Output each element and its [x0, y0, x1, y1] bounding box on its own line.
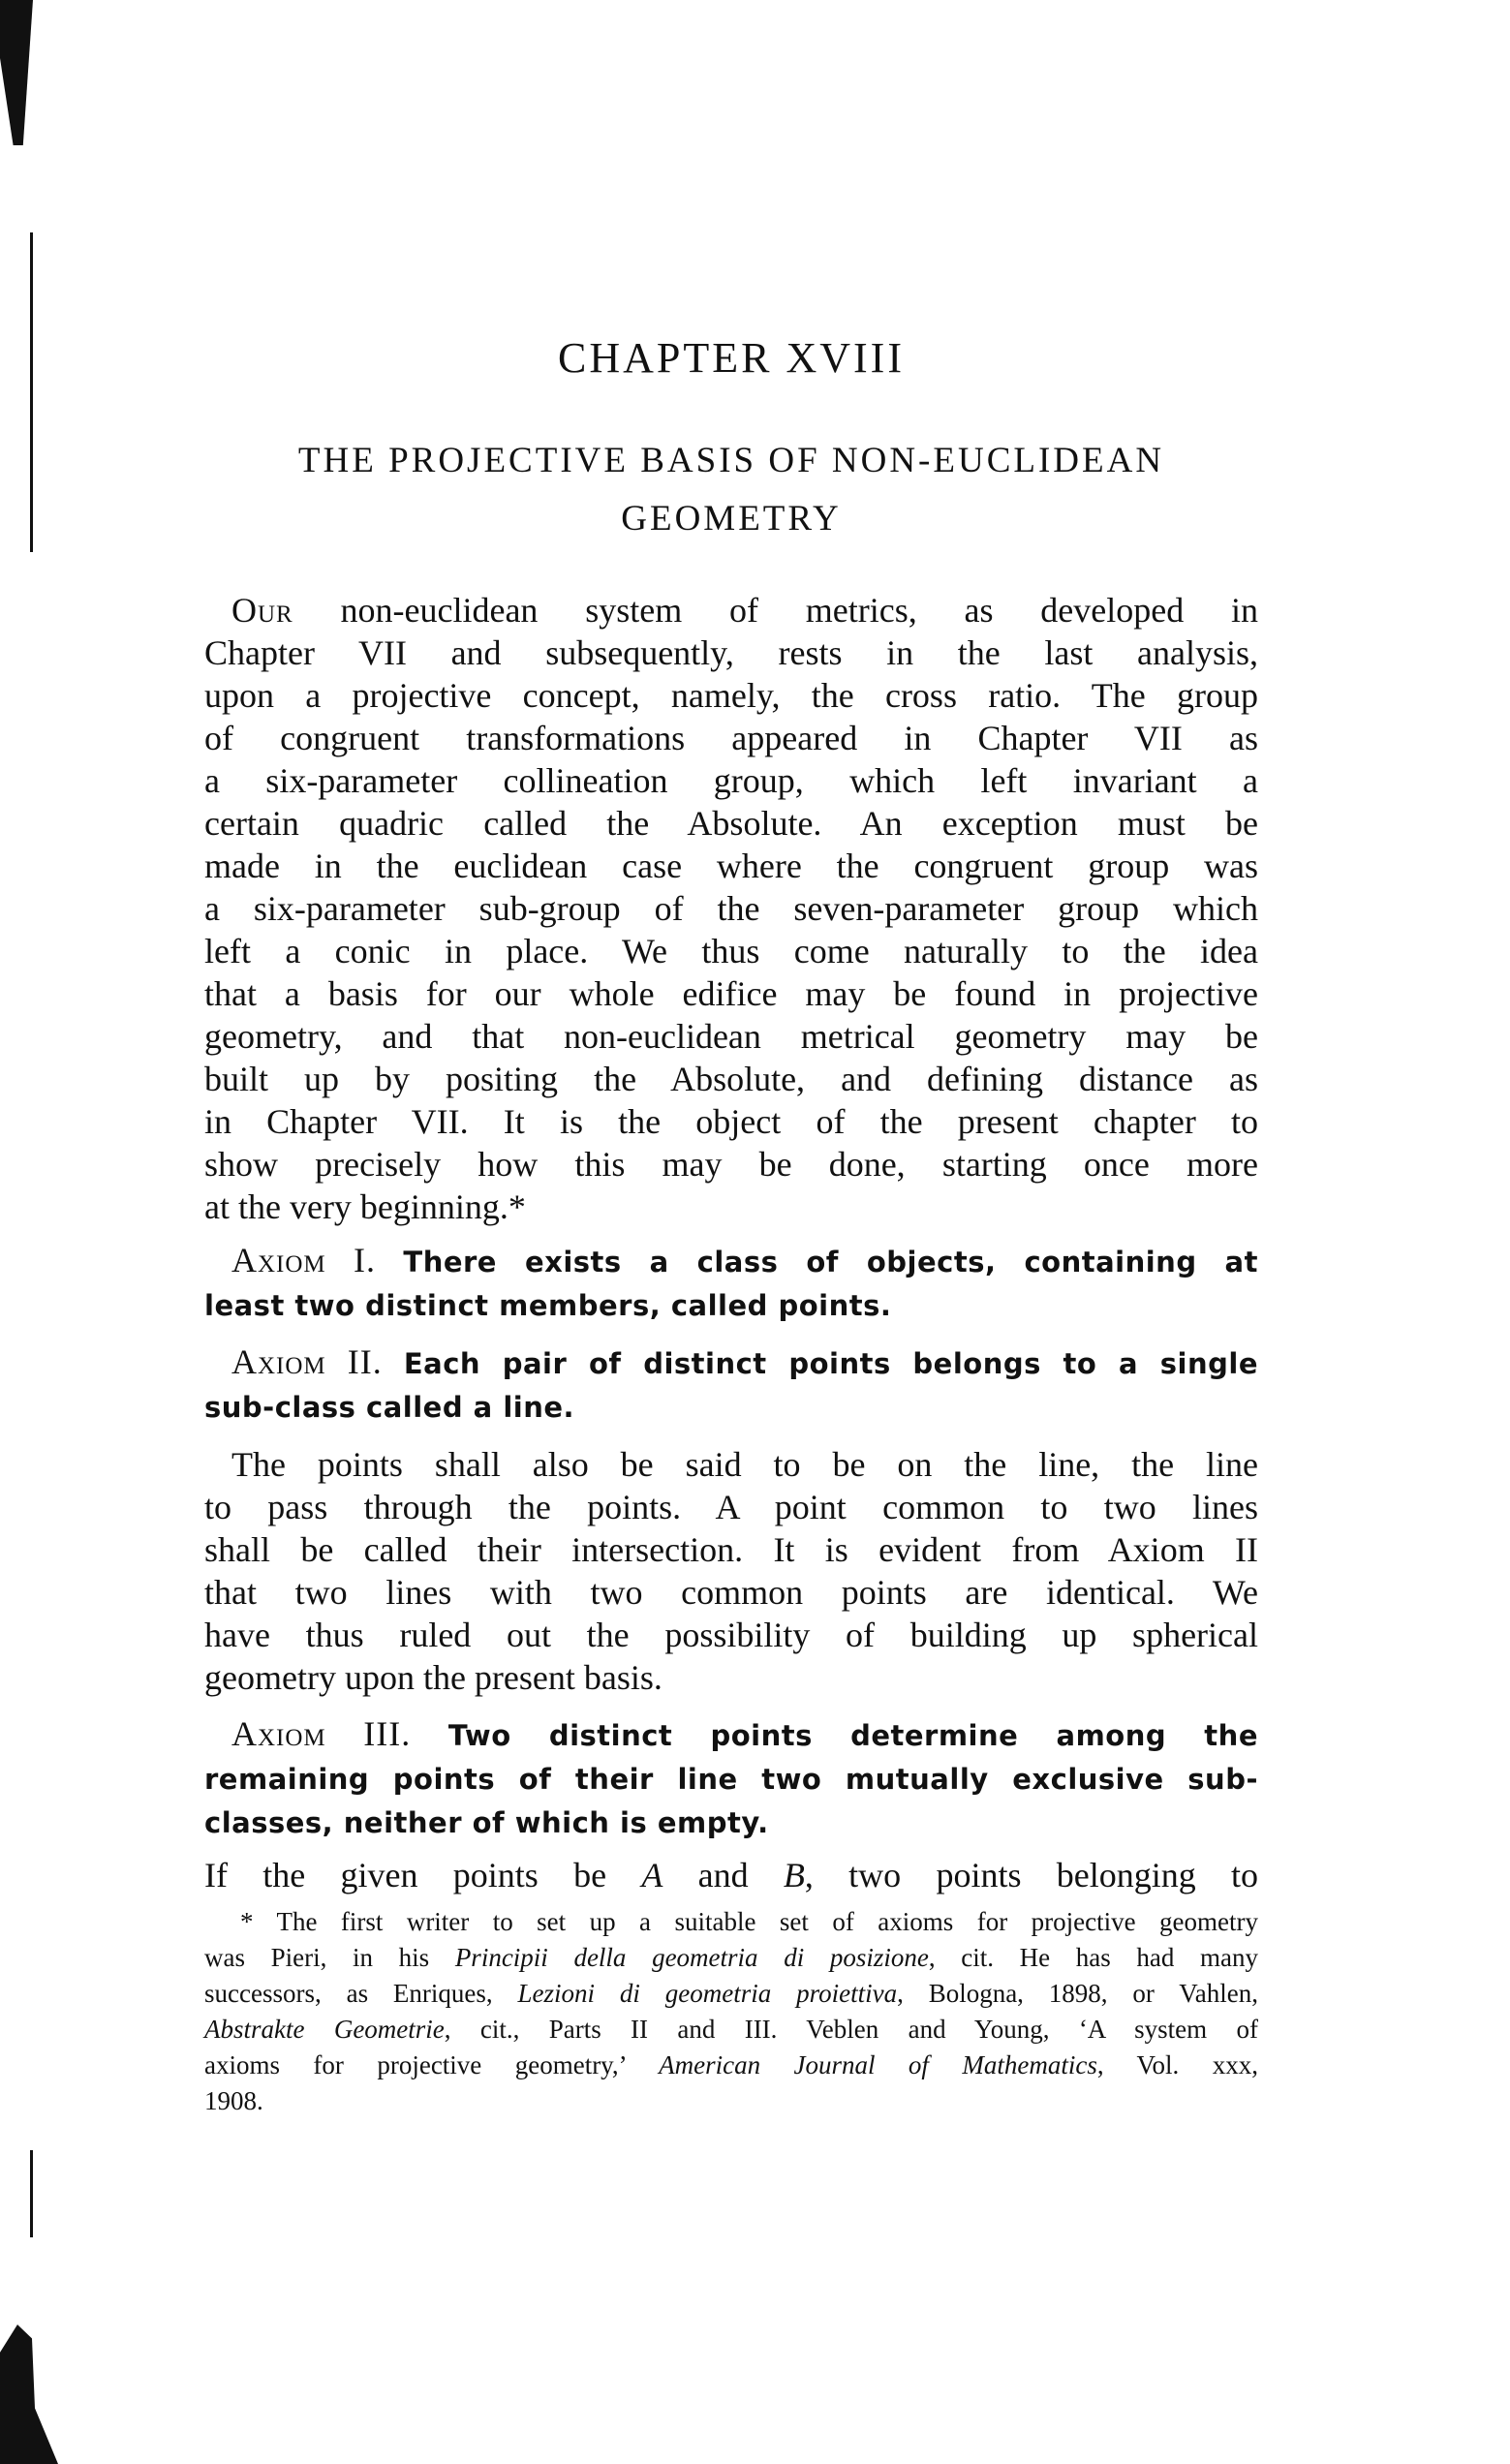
text-line: [204, 1656, 1258, 1699]
text-line: [204, 1239, 1258, 1282]
text-line: [204, 1800, 1258, 1843]
text-line: [204, 845, 1258, 887]
text-line: [204, 1282, 1258, 1326]
text-segment: If the given points be: [204, 1856, 642, 1894]
text-line: [204, 1100, 1258, 1143]
axiom-3: [204, 1712, 1258, 1843]
text-segment: * The first writer to set up a suitable set of axioms for projective geometry: [240, 1907, 1258, 1936]
bold-text: least two distinct members, called points.: [204, 1289, 892, 1322]
chapter-title-line-2: GEOMETRY: [621, 499, 842, 539]
bold-text: sub-class called a line.: [204, 1391, 575, 1424]
text-segment: shall be called their intersection. It is evident from Axiom II: [204, 1530, 1258, 1569]
text-line: [204, 1486, 1258, 1528]
text-line: [204, 1571, 1258, 1614]
text-line: [204, 802, 1258, 845]
text-segment: , cit., Parts II and III. Veblen and Young, ‘A system of: [444, 2015, 1258, 2044]
text-line: [204, 887, 1258, 930]
footnote: [204, 1904, 1258, 2119]
text-line: [204, 1340, 1258, 1384]
text-segment: non-euclidean system of metrics, as developed in: [293, 591, 1258, 630]
text-segment: made in the euclidean case where the congruent group was: [204, 847, 1258, 885]
chapter-number: CHAPTER XVIII: [558, 334, 905, 382]
text-line: [204, 1976, 1258, 2012]
text-line: [204, 1940, 1258, 1976]
text-segment: was Pieri, in his: [204, 1943, 455, 1972]
text-line: [204, 1143, 1258, 1186]
text-segment: upon a projective concept, namely, the cross ratio. The group: [204, 676, 1258, 715]
italic-text: Abstrakte Geometrie: [204, 2015, 445, 2044]
intro-paragraph: [204, 589, 1258, 1228]
small-caps-text: Axiom I.: [231, 1241, 404, 1279]
text-segment: certain quadric called the Absolute. An exception must be: [204, 804, 1258, 843]
text-line: [204, 631, 1258, 674]
text-line: [204, 1614, 1258, 1656]
small-caps-text: Axiom II.: [231, 1342, 404, 1381]
text-segment: 1908.: [204, 2086, 263, 2115]
text-segment: , Bologna, 1898, or Vahlen,: [897, 1979, 1258, 2008]
text-segment: geometry upon the present basis.: [204, 1658, 663, 1697]
text-line: [204, 1186, 1258, 1228]
text-line: [204, 1058, 1258, 1100]
axiom-1: [204, 1239, 1258, 1326]
text-line: [204, 674, 1258, 717]
italic-text: Lezioni di geometria proiettiva: [517, 1979, 898, 2008]
text-segment: that two lines with two common points are identical. We: [204, 1573, 1258, 1612]
text-segment: axioms for projective geometry,’: [204, 2050, 660, 2079]
small-caps-text: Our: [231, 591, 293, 630]
italic-text: Principii della geometria di posizione: [454, 1943, 929, 1972]
text-segment: of congruent transformations appeared in Chapter VII as: [204, 719, 1258, 757]
text-segment: a six-parameter sub-group of the seven-parameter group which: [204, 889, 1258, 928]
text-line: [204, 759, 1258, 802]
bold-text: remaining points of their line two mutually exclusive sub-: [204, 1763, 1258, 1796]
text-line: [204, 717, 1258, 759]
italic-text: A: [641, 1856, 663, 1894]
text-segment: , two points belonging to: [804, 1856, 1259, 1894]
text-line: [204, 1528, 1258, 1571]
text-segment: left a conic in place. We thus come naturally to the idea: [204, 932, 1258, 970]
text-line: [204, 2083, 1258, 2119]
bold-text: Each pair of distinct points belongs to a single: [403, 1347, 1258, 1380]
text-line: [204, 1756, 1258, 1800]
text-line: [204, 2012, 1258, 2048]
text-segment: in Chapter VII. It is the object of the present chapter to: [204, 1102, 1258, 1141]
axiom-2: [204, 1340, 1258, 1428]
text-segment: show precisely how this may be done, starting once more: [204, 1145, 1258, 1184]
text-segment: built up by positing the Absolute, and defining distance as: [204, 1060, 1258, 1098]
text-segment: The points shall also be said to be on the line, the line: [231, 1445, 1258, 1484]
lines-paragraph: [204, 1443, 1258, 1699]
chapter-title-line-1: THE PROJECTIVE BASIS OF NON-EUCLIDEAN: [297, 441, 1165, 480]
bold-text: classes, neither of which is empty.: [204, 1806, 769, 1839]
text-segment: at the very beginning.*: [204, 1187, 526, 1226]
continuation-paragraph: [204, 1854, 1258, 1896]
scan-edge-mark: [30, 2150, 33, 2237]
text-segment: and: [663, 1856, 784, 1894]
text-line: [204, 1712, 1258, 1756]
text-segment: Chapter VII and subsequently, rests in the last analysis,: [204, 633, 1258, 672]
text-segment: , cit. He has had many: [928, 1943, 1258, 1972]
text-line: [204, 972, 1258, 1015]
italic-text: American Journal of Mathematics: [659, 2050, 1097, 2079]
italic-text: B: [783, 1856, 805, 1894]
text-line: [204, 1384, 1258, 1428]
text-line: [204, 589, 1258, 631]
small-caps-text: Axiom III.: [231, 1714, 448, 1753]
text-segment: geometry, and that non-euclidean metrical geometry may be: [204, 1017, 1258, 1056]
text-segment: , Vol. xxx,: [1096, 2050, 1258, 2079]
text-segment: a six-parameter collineation group, which left invariant a: [204, 761, 1258, 800]
text-line: [204, 1015, 1258, 1058]
text-segment: successors, as Enriques,: [204, 1979, 518, 2008]
text-line: [204, 2048, 1258, 2083]
bold-text: Two distinct points determine among the: [447, 1719, 1258, 1752]
text-segment: have thus ruled out the possibility of building up spherical: [204, 1616, 1258, 1654]
text-line: [204, 930, 1258, 972]
text-line: [204, 1443, 1258, 1486]
bold-text: There exists a class of objects, containing at: [403, 1246, 1258, 1278]
text-line: [204, 1854, 1258, 1896]
text-segment: to pass through the points. A point common to two lines: [204, 1488, 1258, 1526]
scan-edge-mark: [0, 2325, 58, 2464]
text-segment: that a basis for our whole edifice may be found in projective: [204, 974, 1258, 1013]
scan-edge-mark: [0, 0, 33, 145]
text-line: [204, 1904, 1258, 1940]
